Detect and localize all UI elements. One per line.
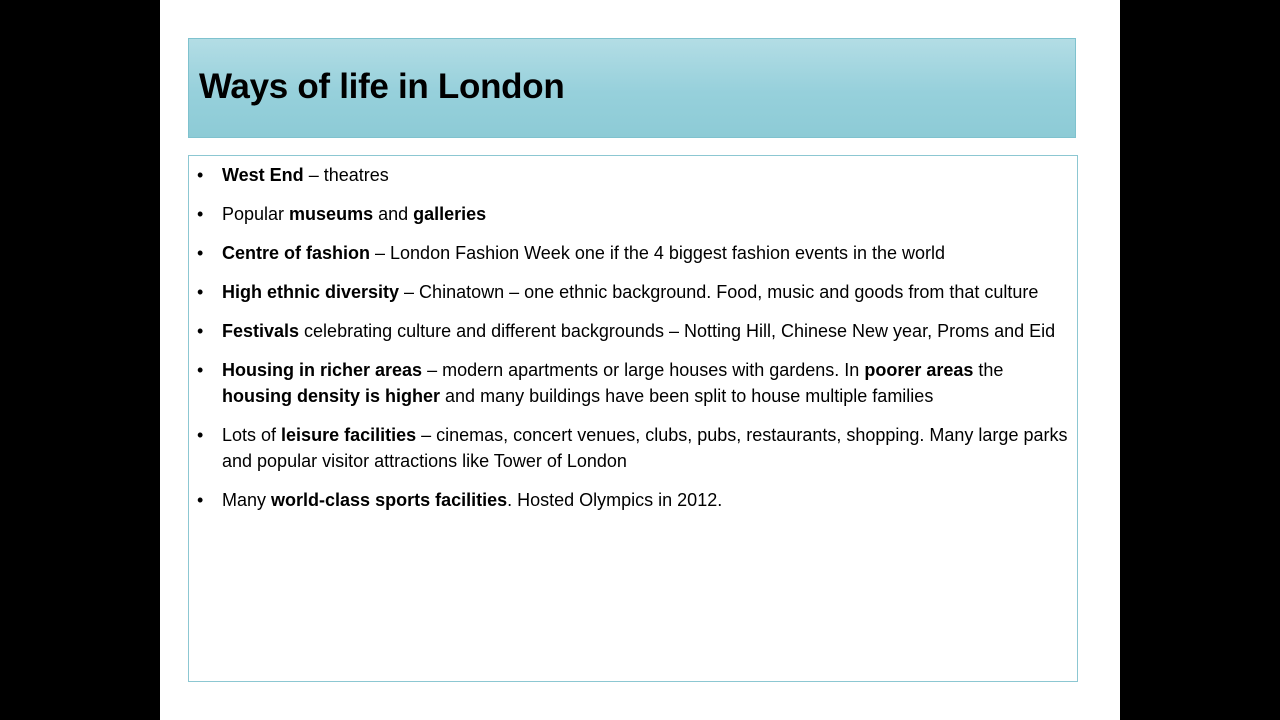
bullet-text: – cinemas, concert venues, clubs, pubs, restaurants, shopping. Many large parks and popular visitor attractions like Tower of London: [222, 425, 1068, 471]
bullet-bold-text: poorer areas: [864, 360, 974, 380]
bullet-bold-text: Housing in richer areas: [222, 360, 423, 380]
bullet-text: and many buildings have been split to house multiple families: [440, 386, 934, 406]
bullet-text: Many: [222, 490, 272, 510]
bullet-item: [189, 318, 1071, 344]
bullet-dot-icon: •: [197, 490, 204, 510]
bullet-dot-icon: •: [197, 243, 204, 263]
bullet-dot-icon: •: [197, 360, 204, 380]
bullet-bold-text: world-class sports facilities: [271, 490, 508, 510]
bullet-bold-text: museums: [289, 204, 374, 224]
bullet-bold-text: High ethnic diversity: [222, 282, 400, 302]
bullet-text: . Hosted Olympics in 2012.: [507, 490, 723, 510]
bullet-bold-text: housing density is higher: [222, 386, 441, 406]
bullet-bold-text: West End: [222, 165, 304, 185]
bullet-item: [189, 240, 1071, 266]
slide-title: Ways of life in London: [199, 67, 565, 106]
bullet-text: – Chinatown – one ethnic background. Food, music and goods from that culture: [399, 282, 1039, 302]
bullet-dot-icon: •: [197, 282, 204, 302]
bullet-item: [189, 487, 1071, 513]
bullet-item: [189, 162, 1071, 188]
bullet-list: [189, 162, 1071, 526]
bullet-dot-icon: •: [197, 165, 204, 185]
bullet-item: [189, 201, 1071, 227]
bullet-bold-text: leisure facilities: [281, 425, 417, 445]
bullet-dot-icon: •: [197, 425, 204, 445]
bullet-text: celebrating culture and different backgrounds – Notting Hill, Chinese New year, Proms and Eid: [299, 321, 1056, 341]
bullet-text: Popular: [222, 204, 290, 224]
bullet-item: [189, 357, 1071, 409]
title-bar: [188, 38, 1076, 138]
bullet-dot-icon: •: [197, 321, 204, 341]
bullet-text: – modern apartments or large houses with gardens. In: [422, 360, 865, 380]
bullet-text: Lots of: [222, 425, 282, 445]
bullet-text: – theatres: [303, 165, 389, 185]
bullet-item: [189, 279, 1071, 305]
bullet-item: [189, 422, 1071, 474]
content-box: [188, 155, 1078, 682]
bullet-bold-text: Festivals: [222, 321, 300, 341]
slide: [160, 0, 1120, 720]
bullet-dot-icon: •: [197, 204, 204, 224]
bullet-text: – London Fashion Week one if the 4 biggest fashion events in the world: [370, 243, 946, 263]
bullet-text: the: [973, 360, 1004, 380]
bullet-text: and: [373, 204, 414, 224]
bullet-bold-text: Centre of fashion: [222, 243, 371, 263]
bullet-bold-text: galleries: [413, 204, 487, 224]
